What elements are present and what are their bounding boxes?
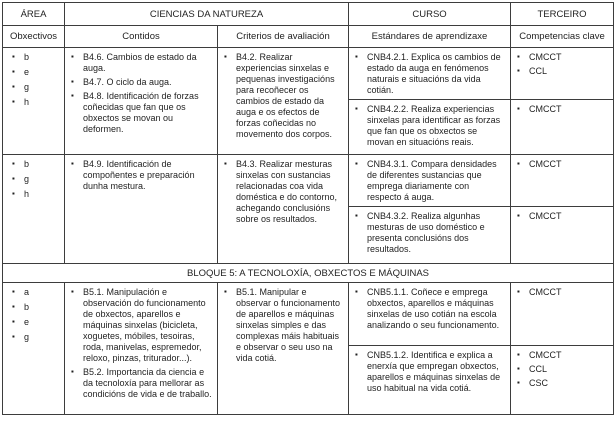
estandar-item: ▪ CNB5.1.1. Coñece e emprega obxectos, aparellos e máquinas sinxelas de uso cotián na escola analizando o seu funcionamento. [354, 287, 505, 331]
obxectivo-item: ▪ e [11, 317, 59, 328]
estandar-item: ▪ CNB4.3.1. Compara densidades de diferentes sustancias que emprega diariamente con respecto á auga. [354, 159, 505, 203]
criterios-cell [218, 48, 349, 155]
obxectivo-item: ▪ g [11, 174, 59, 185]
obxectivos-list [11, 287, 59, 343]
obxectivos-list [11, 52, 59, 108]
obxectivos-cell [3, 48, 65, 155]
competencia-item: ▪ CMCCT [516, 287, 608, 298]
competencias-cell [511, 48, 614, 100]
criterio-item: ▪ B4.2. Realizar experiencias sinxelas e pequenas investigacións para recoñecer os cambios de estado da auga e os efectos de forzas coñecidas no movemento dos corpos. [223, 52, 343, 140]
contido-item: ▪ B5.1. Manipulación e observación do funcionamento de obxectos, aparellos e máquinas sinxelas (bicicleta, xoguetes, móbiles, tesoiras, roda, manivelas, espremedor, reloxo, pinzas, triturador...). [70, 287, 212, 364]
obxectivos-cell [3, 155, 65, 264]
column-header-contidos: Contidos [65, 26, 218, 48]
criterios-list [223, 52, 343, 140]
competencias-cell [511, 207, 614, 264]
column-header-obxectivos: Obxectivos [3, 26, 65, 48]
obxectivo-item: ▪ e [11, 67, 59, 78]
obxectivo-item: ▪ h [11, 189, 59, 200]
contido-item: ▪ B4.7. O ciclo da auga. [70, 77, 212, 88]
competencia-item: ▪ CMCCT [516, 104, 608, 115]
estandar-cell [349, 346, 511, 415]
header-curso: CURSO [349, 3, 511, 26]
contido-item: ▪ B4.8. Identificación de forzas coñecidas que fan que os obxectos se movan ou deformen. [70, 91, 212, 135]
contido-item: ▪ B4.9. Identificación de compoñentes e preparación dunha mestura. [70, 159, 212, 192]
bloque-banner: BLOQUE 5: A TECNOLOXÍA, OBXECTOS E MÁQUINAS [3, 264, 614, 283]
obxectivo-item: ▪ a [11, 287, 59, 298]
contidos-cell [65, 283, 218, 415]
table-row [3, 283, 614, 346]
header-area: ÁREA [3, 3, 65, 26]
column-header-competencias: Competencias clave [511, 26, 614, 48]
competencias-cell [511, 155, 614, 207]
header-nivel: TERCEIRO [511, 3, 614, 26]
estandar-item: ▪ CNB4.3.2. Realiza algunhas mesturas de uso doméstico e presenta conclusións dos resultados. [354, 211, 505, 255]
estandar-cell [349, 48, 511, 100]
table-row [3, 155, 614, 207]
competencias-cell [511, 283, 614, 346]
contidos-list [70, 159, 212, 192]
curriculum-table [2, 2, 614, 415]
estandar-item: ▪ CNB4.2.1. Explica os cambios de estado da auga en fenómenos naturais e situacións da vida cotián. [354, 52, 505, 96]
competencias-cell [511, 100, 614, 155]
obxectivo-item: ▪ h [11, 97, 59, 108]
obxectivos-list [11, 159, 59, 200]
column-header-criterios: Criterios de avaliación [218, 26, 349, 48]
column-header-estandares: Estándares de aprendizaxe [349, 26, 511, 48]
table-row [3, 264, 614, 283]
competencias-cell [511, 346, 614, 415]
estandar-cell [349, 155, 511, 207]
competencia-item: ▪ CCL [516, 66, 608, 77]
competencia-item: ▪ CMCCT [516, 52, 608, 63]
competencia-item: ▪ CCL [516, 364, 608, 375]
estandar-item: ▪ CNB4.2.2. Realiza experiencias sinxelas para identificar as forzas que fan que os obxectos se movan en situacións reais. [354, 104, 505, 148]
contidos-list [70, 52, 212, 135]
contidos-cell [65, 48, 218, 155]
table-row [3, 48, 614, 100]
contidos-cell [65, 155, 218, 264]
criterios-cell [218, 155, 349, 264]
header-subject: CIENCIAS DA NATUREZA [65, 3, 349, 26]
contido-item: ▪ B4.6. Cambios de estado da auga. [70, 52, 212, 74]
criterios-list [223, 159, 343, 225]
obxectivo-item: ▪ b [11, 159, 59, 170]
competencia-item: ▪ CMCCT [516, 159, 608, 170]
competencia-item: ▪ CMCCT [516, 350, 608, 361]
competencia-item: ▪ CMCCT [516, 211, 608, 222]
criterio-item: ▪ B4.3. Realizar mesturas sinxelas con sustancias relacionadas coa vida doméstica e do contorno, achegando conclusións sobre os resultados. [223, 159, 343, 225]
criterios-list [223, 287, 343, 364]
estandar-cell [349, 207, 511, 264]
obxectivo-item: ▪ g [11, 332, 59, 343]
estandar-cell [349, 283, 511, 346]
criterios-cell [218, 283, 349, 415]
obxectivos-cell [3, 283, 65, 415]
competencia-item: ▪ CSC [516, 378, 608, 389]
obxectivo-item: ▪ g [11, 82, 59, 93]
contido-item: ▪ B5.2. Importancia da ciencia e da tecnoloxía para mellorar as condicións de vida e de traballo. [70, 367, 212, 400]
contidos-list [70, 287, 212, 400]
criterio-item: ▪ B5.1. Manipular e observar o funcionamento de aparellos e máquinas sinxelas simples e das complexas máis habituais e observar o seu uso na vida cotiá. [223, 287, 343, 364]
obxectivo-item: ▪ b [11, 302, 59, 313]
estandar-item: ▪ CNB5.1.2. Identifica e explica a enerxía que empregan obxectos, aparellos e máquinas sinxelas de uso habitual na vida cotiá. [354, 350, 505, 394]
obxectivo-item: ▪ b [11, 52, 59, 63]
estandar-cell [349, 100, 511, 155]
